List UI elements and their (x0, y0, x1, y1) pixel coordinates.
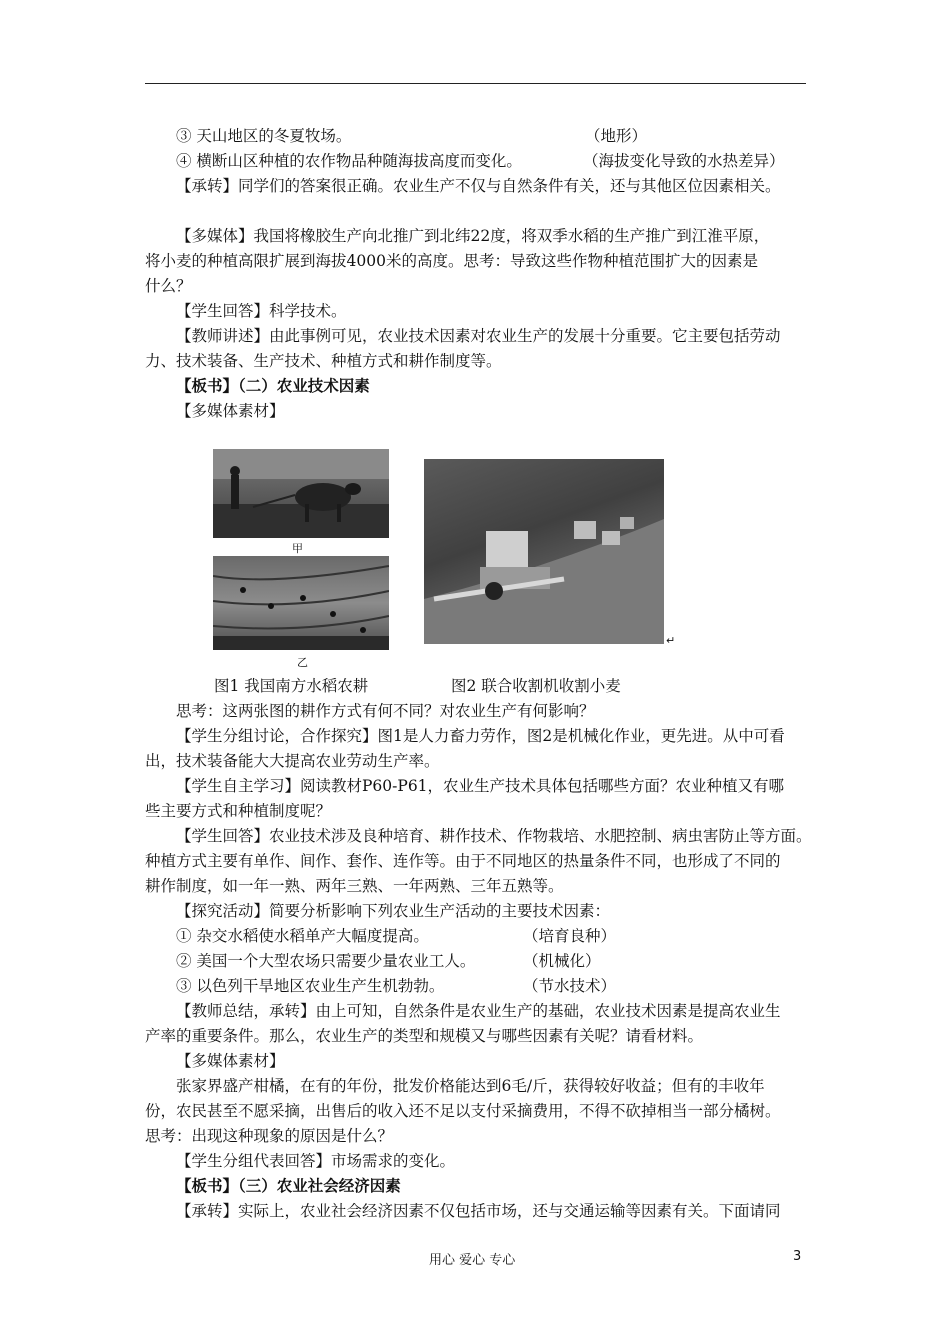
photo-combine-harvesters (424, 459, 664, 644)
text-line: 思考：出现这种现象的原因是什么？ (145, 1127, 394, 1145)
return-mark-icon: ↵ (666, 634, 676, 647)
heading-text: （二）农业技术因素 (238, 376, 370, 395)
text-line: 耕作制度，如一年一熟、两年三熟、一年两熟、三年五熟等。 (145, 877, 564, 895)
text-line: 力、技术装备、生产技术、种植方式和耕作制度等。 (145, 352, 502, 370)
text-line: 些主要方式和种植制度呢？ (145, 802, 332, 820)
text-line: ④ 横断山区种植的农作物品种随海拔高度而变化。 (176, 152, 522, 170)
text-line: 什么？ (145, 277, 192, 295)
text-line: ③ 以色列干旱地区农业生产生机勃勃。 (176, 977, 445, 995)
text-line: 【多媒体素材】 (176, 402, 285, 420)
text-line: 【学生分组代表回答】市场需求的变化。 (176, 1152, 456, 1170)
answer-note: （节水技术） (523, 977, 617, 995)
answer-note: （培育良种） (523, 927, 617, 945)
header-rule (145, 83, 806, 84)
answer-note: （地形） (585, 127, 648, 145)
text-line: 【学生分组讨论，合作探究】图1是人力畜力劳作，图2是机械化作业，更先进。从中可看 (176, 727, 785, 745)
photo-rice-paddies (213, 556, 389, 650)
text-line: 【多媒体素材】 (176, 1052, 285, 1070)
label-yi: 乙 (297, 656, 308, 669)
photo-ox-plowing (213, 449, 389, 538)
blackboard-tag: 【板书】 (176, 376, 239, 395)
page-number: 3 (793, 1249, 802, 1264)
text-line: 【学生回答】科学技术。 (176, 302, 347, 320)
answer-note: （海拔变化导致的水热差异） (583, 152, 785, 170)
text-line: ② 美国一个大型农场只需要少量农业工人。 (176, 952, 476, 970)
text-line: 思考：这两张图的耕作方式有何不同？对农业生产有何影响？ (176, 702, 595, 720)
text-line: ① 杂交水稻使水稻单产大幅度提高。 (176, 927, 429, 945)
blackboard-tag: 【板书】 (176, 1176, 239, 1195)
text-line: 张家界盛产柑橘，在有的年份，批发价格能达到6毛/斤，获得较好收益；但有的丰收年 (176, 1077, 765, 1095)
blackboard-heading (176, 1176, 401, 1196)
figure2-caption: 图2 联合收割机收割小麦 (451, 677, 621, 695)
text-line: 【多媒体】我国将橡胶生产向北推广到北纬22度，将双季水稻的生产推广到江淮平原， (176, 227, 770, 245)
text-line: 【学生自主学习】阅读教材P60-P61，农业生产技术具体包括哪些方面？农业种植又有哪 (176, 777, 785, 795)
text-line: 将小麦的种植高限扩展到海拔4000米的高度。思考：导致这些作物种植范围扩大的因素是 (145, 252, 758, 270)
figure1-caption: 图1 我国南方水稻农耕 (214, 677, 369, 695)
text-line: 【教师讲述】由此事例可见，农业技术因素对农业生产的发展十分重要。它主要包括劳动 (176, 327, 781, 345)
text-line: ③ 天山地区的冬夏牧场。 (176, 127, 352, 145)
text-line: 【承转】实际上，农业社会经济因素不仅包括市场，还与交通运输等因素有关。下面请同 (176, 1202, 781, 1220)
blackboard-heading (176, 376, 370, 396)
text-line: 出，技术装备能大大提高农业劳动生产率。 (145, 752, 440, 770)
text-line: 产率的重要条件。那么，农业生产的类型和规模又与哪些因素有关呢？请看材料。 (145, 1027, 704, 1045)
heading-text: （三）农业社会经济因素 (238, 1176, 401, 1195)
text-line: 【教师总结，承转】由上可知，自然条件是农业生产的基础，农业技术因素是提高农业生 (176, 1002, 781, 1020)
text-line: 【学生回答】农业技术涉及良种培育、耕作技术、作物栽培、水肥控制、病虫害防止等方面。 (176, 827, 812, 845)
text-line: 份，农民甚至不愿采摘，出售后的收入还不足以支付采摘费用，不得不砍掉相当一部分橘树。 (145, 1102, 781, 1120)
answer-note: （机械化） (523, 952, 601, 970)
footer-motto: 用心 爱心 专心 (429, 1253, 516, 1268)
text-line: 【探究活动】简要分析影响下列农业生产活动的主要技术因素： (176, 902, 611, 920)
label-jia: 甲 (292, 542, 303, 555)
text-line: 种植方式主要有单作、间作、套作、连作等。由于不同地区的热量条件不同，也形成了不同的 (145, 852, 781, 870)
text-line: 【承转】同学们的答案很正确。农业生产不仅与自然条件有关，还与其他区位因素相关。 (176, 177, 781, 195)
